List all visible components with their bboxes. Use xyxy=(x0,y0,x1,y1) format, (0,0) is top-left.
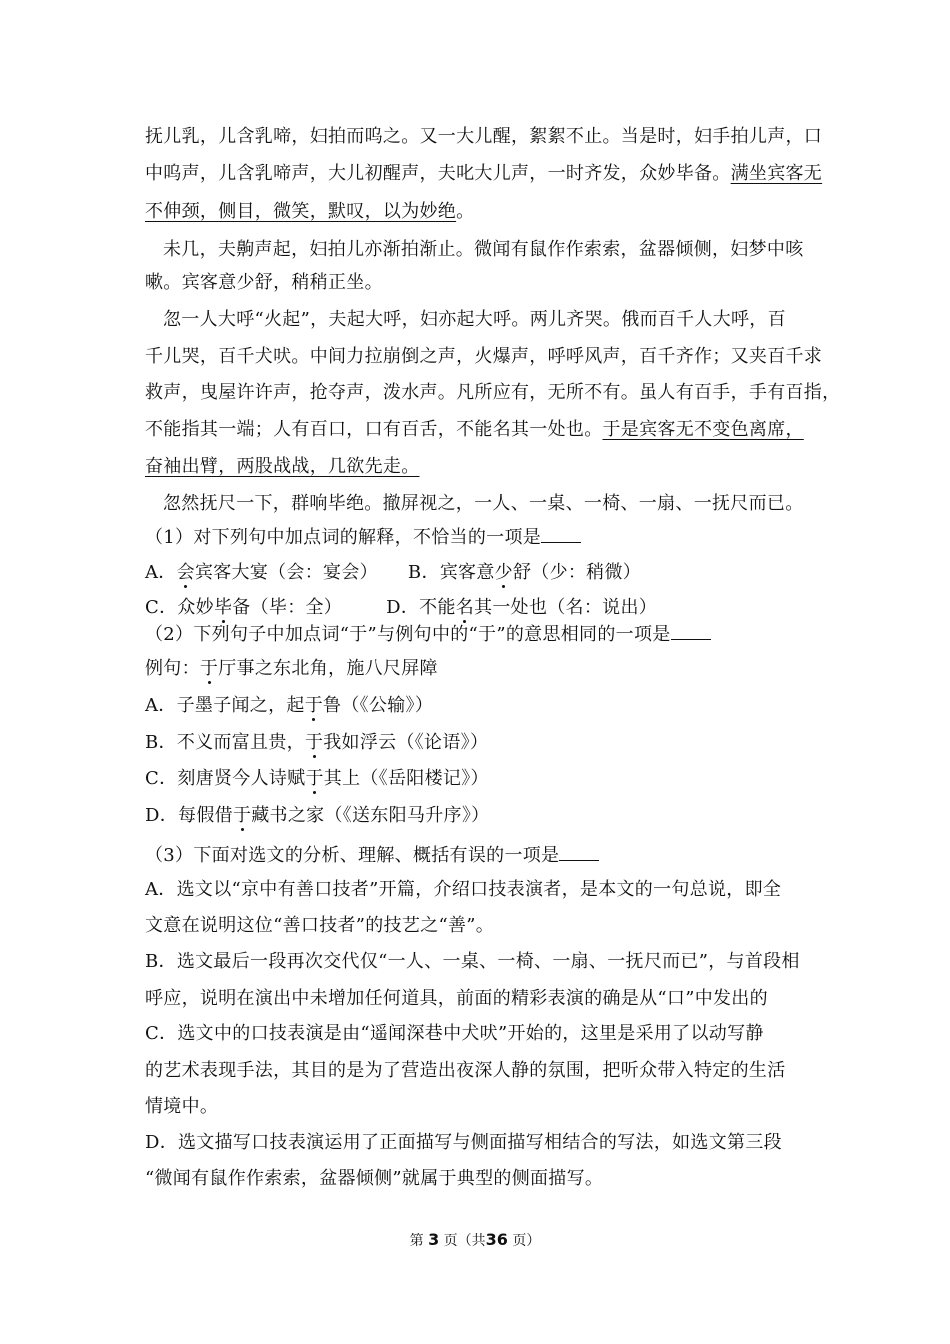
option-text: 鲁（《公输》） xyxy=(323,695,434,716)
dotted-word: 于 xyxy=(199,658,219,679)
question-2-option-a xyxy=(145,694,815,718)
dotted-word: 名 xyxy=(455,597,475,618)
question-3-option-a-line-2: 文意在说明这位“善口技者”的技艺之“善”。 xyxy=(145,915,495,936)
question-1-options-ab xyxy=(145,561,815,585)
page-footer xyxy=(0,1230,950,1251)
question-3-option-d-line-1: D．选文描写口技表演运用了正面描写与侧面描写相结合的写法，如选文第三段 xyxy=(145,1132,782,1153)
paragraph-3-line-4 xyxy=(145,418,815,442)
question-3-option-a-line-1: A．选文以“京中有善口技者”开篇，介绍口技表演者，是本文的一句总说，即全 xyxy=(145,879,782,900)
option-d-text: 其一处也（名：说出） xyxy=(474,597,658,618)
question-3-option-b-line-1: B．选文最后一段再次交代仅“一人、一桌、一椅、一扇、一抚尺而已”，与首段相 xyxy=(145,951,800,972)
answer-blank xyxy=(559,844,599,861)
underlined-text: 奋袖出臂，两股战战，几欲先走。 xyxy=(145,456,420,477)
text-run: 中呜声，儿含乳啼声，大儿初醒声，夫叱大儿声，一时齐发，众妙毕备。 xyxy=(145,163,731,184)
text-run: 。 xyxy=(456,201,475,222)
question-2-option-c xyxy=(145,767,815,791)
option-text: 藏书之家（《送东阳马升序》） xyxy=(251,805,490,826)
paragraph-1-line-2 xyxy=(145,162,823,186)
dotted-word: 于 xyxy=(232,805,252,826)
option-d-prefix: D．不能 xyxy=(386,597,456,618)
dotted-word: 会 xyxy=(176,562,195,583)
paragraph-1-line-1: 抚儿乳，儿含乳啼，妇拍而呜之。又一大儿醒，絮絮不止。当是时，妇手拍儿声，口 xyxy=(145,126,823,147)
paragraph-3-line-3: 救声，曳屋许许声，抢夺声，泼水声。凡所应有，无所不有。虽人有百手，手有百指， xyxy=(145,382,841,403)
option-c-prefix: C．众妙 xyxy=(145,597,214,618)
paragraph-1-line-3 xyxy=(145,200,815,224)
option-a-prefix: A． xyxy=(145,562,177,583)
paragraph-3-line-1: 忽一人大呼“火起”，夫起大呼，妇亦起大呼。两儿齐哭。俄而百千人大呼，百 xyxy=(163,309,786,330)
example-text: 厅事之东北角，施八尺屏障 xyxy=(218,658,438,679)
paragraph-2-line-1: 未几，夫齁声起，妇拍儿亦渐拍渐止。微闻有鼠作作索索，盆器倾侧，妇梦中咳 xyxy=(163,239,804,260)
footer-text: 页） xyxy=(512,1233,541,1249)
answer-blank xyxy=(671,623,711,640)
option-text: D．每假借 xyxy=(145,805,233,826)
question-2-option-d xyxy=(145,804,815,828)
option-text: 我如浮云（《论语》） xyxy=(323,732,489,753)
option-b-text: 舒（少：稍微） xyxy=(512,562,642,583)
dotted-word: 于 xyxy=(304,732,324,753)
option-text: A．子墨子闻之，起 xyxy=(145,695,305,716)
question-3-option-b-line-2: 呼应，说明在演出中未增加任何道具，前面的精彩表演的确是从“口”中发出的 xyxy=(145,988,768,1009)
dotted-word: 少 xyxy=(494,562,513,583)
question-1-options-cd xyxy=(145,596,815,620)
answer-blank xyxy=(541,526,581,543)
underlined-text: 于是宾客无不变色离席， xyxy=(602,419,804,440)
option-text: B．不义而富且贵， xyxy=(145,732,305,753)
paragraph-4-line-1: 忽然抚尺一下，群响毕绝。撤屏视之，一人、一桌、一椅、一扇、一抚尺而已。 xyxy=(163,493,804,514)
footer-text: 页（共 xyxy=(443,1233,486,1249)
question-text: （3）下面对选文的分析、理解、概括有误的一项是 xyxy=(145,845,560,866)
option-text: 其上（《岳阳楼记》） xyxy=(323,768,489,789)
option-c-text: 备（毕：全） xyxy=(232,597,343,618)
dotted-word: 于 xyxy=(304,695,324,716)
dotted-word: 于 xyxy=(305,768,324,789)
underlined-text: 满坐宾客无 xyxy=(730,163,823,184)
option-b-prefix: B．宾客意 xyxy=(407,562,495,583)
option-text: C．刻唐贤今人诗赋 xyxy=(145,768,306,789)
example-prefix: 例句： xyxy=(145,658,200,679)
question-2-example xyxy=(145,657,815,681)
question-3-stem xyxy=(145,844,815,868)
paragraph-3-line-2: 千儿哭，百千犬吠。中间力拉崩倒之声，火爆声，呼呼风声，百千齐作；又夹百千求 xyxy=(145,346,823,367)
current-page-number: 3 xyxy=(428,1230,440,1249)
paragraph-3-line-5 xyxy=(145,455,815,479)
question-text: （2）下列句子中加点词“于”与例句中的“于”的意思相同的一项是 xyxy=(145,624,671,645)
underlined-text: 不伸颈，侧目，微笑，默叹，以为妙绝 xyxy=(145,201,457,222)
question-2-option-b xyxy=(145,731,815,755)
paragraph-2-line-2: 嗽。宾客意少舒，稍稍正坐。 xyxy=(145,272,383,293)
dotted-word: 毕 xyxy=(213,597,233,618)
text-run: 不能指其一端；人有百口，口有百舌，不能名其一处也。 xyxy=(145,419,603,440)
question-text: （1）对下列句中加点词的解释，不恰当的一项是 xyxy=(145,527,542,548)
total-page-count: 36 xyxy=(485,1230,508,1249)
option-a-text: 宾客大宴（会：宴会） xyxy=(194,562,378,583)
question-1-stem xyxy=(145,526,815,550)
footer-text: 第 xyxy=(409,1233,424,1249)
question-3-option-d-line-2: “微闻有鼠作作索索，盆器倾侧”就属于典型的侧面描写。 xyxy=(145,1168,604,1189)
question-3-option-c-line-2: 的艺术表现手法，其目的是为了营造出夜深人静的氛围，把听众带入特定的生活 xyxy=(145,1060,786,1081)
question-2-stem xyxy=(145,623,815,647)
question-3-option-c-line-3: 情境中。 xyxy=(145,1096,219,1117)
question-3-option-c-line-1: C．选文中的口技表演是由“遥闻深巷中犬吠”开始的，这里是采用了以动写静 xyxy=(145,1023,764,1044)
